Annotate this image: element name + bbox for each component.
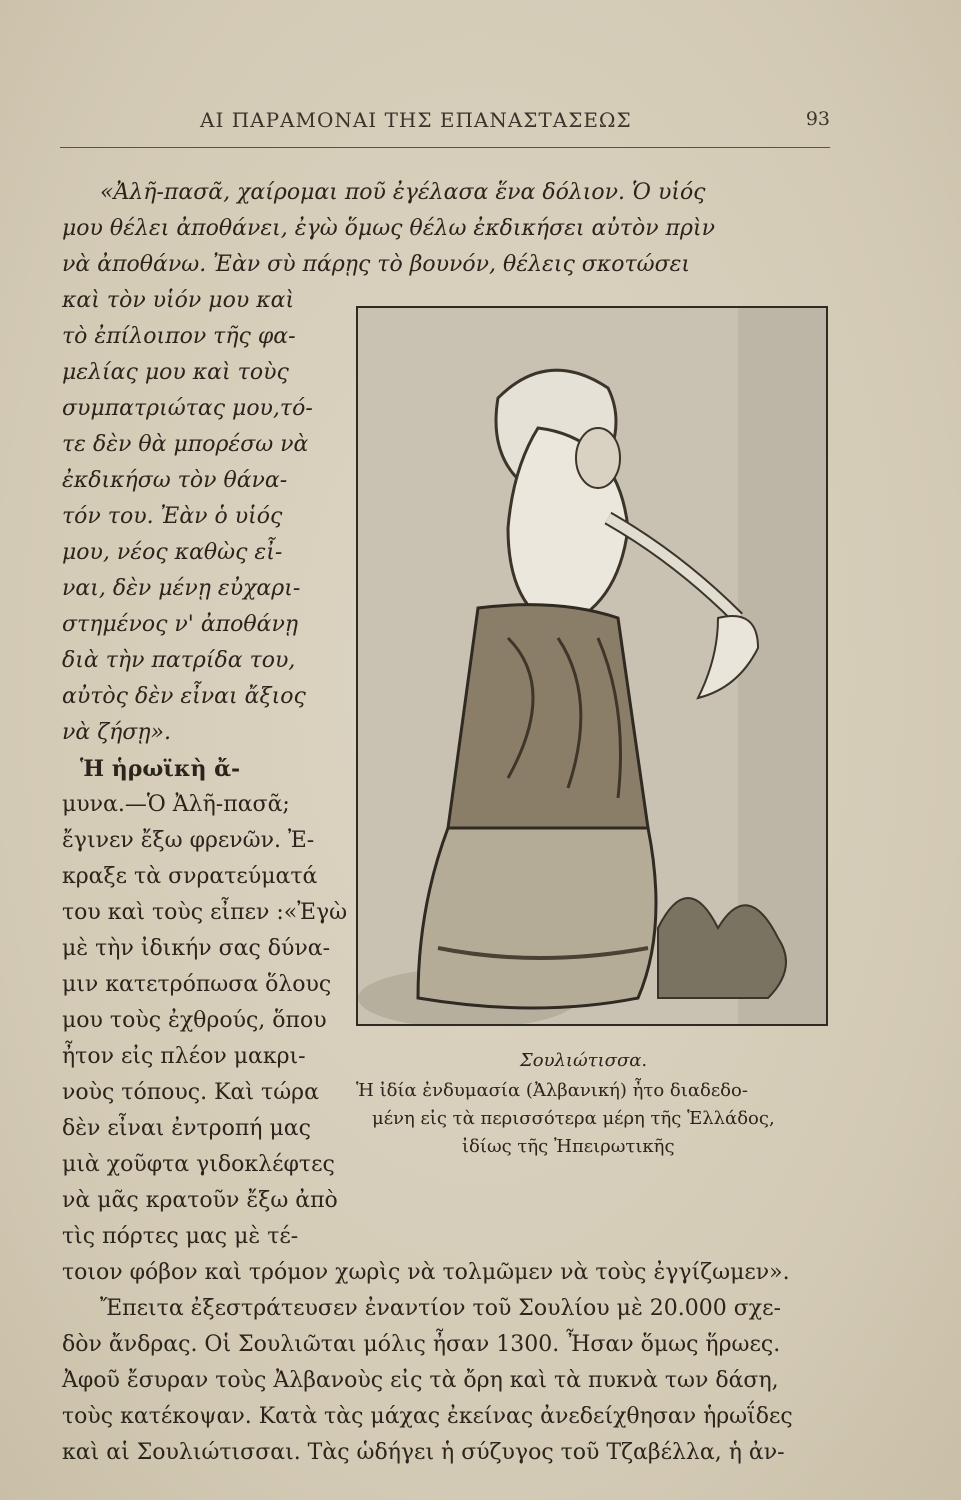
figure-caption-line: ἰδίως τῆς Ἠπειρωτικῆς: [462, 1136, 675, 1157]
running-title: ΑΙ ΠΑΡΑΜΟΝΑΙ ΤΗΣ ΕΠΑΝΑΣΤΑΣΕΩΣ: [200, 108, 632, 132]
section-heading: Ἡ ἡρωϊκὴ ἄ-: [80, 756, 241, 782]
text-line: νὰ ζήσῃ».: [62, 720, 171, 745]
woman-figure-drawing: [358, 308, 826, 1024]
text-line: διὰ τὴν πατρίδα του,: [62, 648, 296, 673]
text-line: μιὰ χοῦφτα γιδοκλέφτες: [62, 1152, 335, 1177]
text-line: Ἔπειτα ἐξεστράτευσεν ἐναντίον τοῦ Σουλίου μὲ 20.000 σχε-: [100, 1296, 781, 1321]
figure-caption-title: Σουλιώτισσα.: [520, 1050, 648, 1071]
text-line: τοιον φόβον καὶ τρόμον χωρὶς νὰ τολμῶμεν νὰ τοὺς ἐγγίζωμεν».: [62, 1260, 790, 1285]
header-rule: [60, 147, 830, 148]
text-line: δὸν ἄνδρας. Οἱ Σουλιῶται μόλις ἦσαν 1300. Ἦσαν ὅμως ἥρωες.: [62, 1332, 781, 1357]
text-line: τόν του. Ἐὰν ὁ υἱός: [62, 504, 283, 529]
text-line: ἔγινεν ἔξω φρενῶν. Ἐ-: [62, 828, 315, 853]
text-line: μυνα.—Ὁ Ἀλῆ-πασᾶ;: [62, 792, 290, 817]
text-line: συμπατριώτας μου,τό-: [62, 396, 313, 421]
text-line: τὶς πόρτες μας μὲ τέ-: [62, 1224, 299, 1249]
text-line: μελίας μου καὶ τοὺς: [62, 360, 289, 385]
text-line: μου, νέος καθὼς εἶ-: [62, 540, 283, 565]
text-line: καὶ τὸν υἱόν μου καὶ: [62, 288, 295, 313]
text-line: τοὺς κατέκοψαν. Κατὰ τὰς μάχας ἐκείνας ἀνεδείχθησαν ἡρωΐδες: [62, 1404, 793, 1429]
text-line: ἐκδικήσω τὸν θάνα-: [62, 468, 288, 493]
text-line: τὸ ἐπίλοιπον τῆς φα-: [62, 324, 296, 349]
running-header: [60, 108, 830, 138]
text-line: μου θέλει ἀποθάνει, ἐγὼ ὅμως θέλω ἐκδικήσει αὐτὸν πρὶν: [62, 216, 715, 241]
figure-caption-line: μένη εἰς τὰ περισσότερα μέρη τῆς Ἑλλάδος,: [372, 1108, 775, 1129]
text-line: μὲ τὴν ἰδικήν σας δύνα-: [62, 936, 331, 961]
text-line: ναι, δὲν μένῃ εὐχαρι-: [62, 576, 301, 601]
text-line: νοὺς τόπους. Καὶ τώρα: [62, 1080, 319, 1105]
text-line: στημένος ν' ἀποθάνῃ: [62, 612, 299, 637]
text-line: Ἀφοῦ ἔσυραν τοὺς Ἀλβανοὺς εἰς τὰ ὄρη καὶ τὰ πυκνὰ των δάση,: [62, 1368, 779, 1393]
text-line: καὶ αἱ Σουλιώτισσαι. Τὰς ὡδήγει ἡ σύζυγος τοῦ Τζαβέλλα, ἡ ἀν-: [62, 1440, 785, 1465]
text-line: ἦτον εἰς πλέον μακρι-: [62, 1044, 306, 1069]
text-line: τε δὲν θὰ μπορέσω νὰ: [62, 432, 309, 457]
text-line: νὰ μᾶς κρατοῦν ἔξω ἀπὸ: [62, 1188, 338, 1213]
text-line: μιν κατετρόπωσα ὅλους: [62, 972, 332, 997]
illustration-souliotissa: [356, 306, 828, 1026]
figure-caption-line: Ἡ ἰδία ἐνδυμασία (Ἀλβανική) ἦτο διαδεδο-: [356, 1080, 748, 1101]
text-line: κραξε τὰ σνρατεύματά: [62, 864, 318, 889]
text-line: δὲν εἶναι ἐντροπή μας: [62, 1116, 311, 1141]
text-line: μου τοὺς ἐχθρούς, ὅπου: [62, 1008, 327, 1033]
text-line: «Ἀλῆ-πασᾶ, χαίρομαι ποῦ ἐγέλασα ἕνα δόλιον. Ὁ υἱός: [100, 180, 706, 205]
text-line: αὐτὸς δὲν εἶναι ἄξιος: [62, 684, 306, 709]
page-number: 93: [805, 108, 830, 130]
text-line: νὰ ἀποθάνω. Ἐὰν σὺ πάρῃς τὸ βουνόν, θέλεις σκοτώσει: [62, 252, 691, 277]
text-line: του καὶ τοὺς εἶπεν :«Ἐγὼ: [62, 900, 348, 925]
